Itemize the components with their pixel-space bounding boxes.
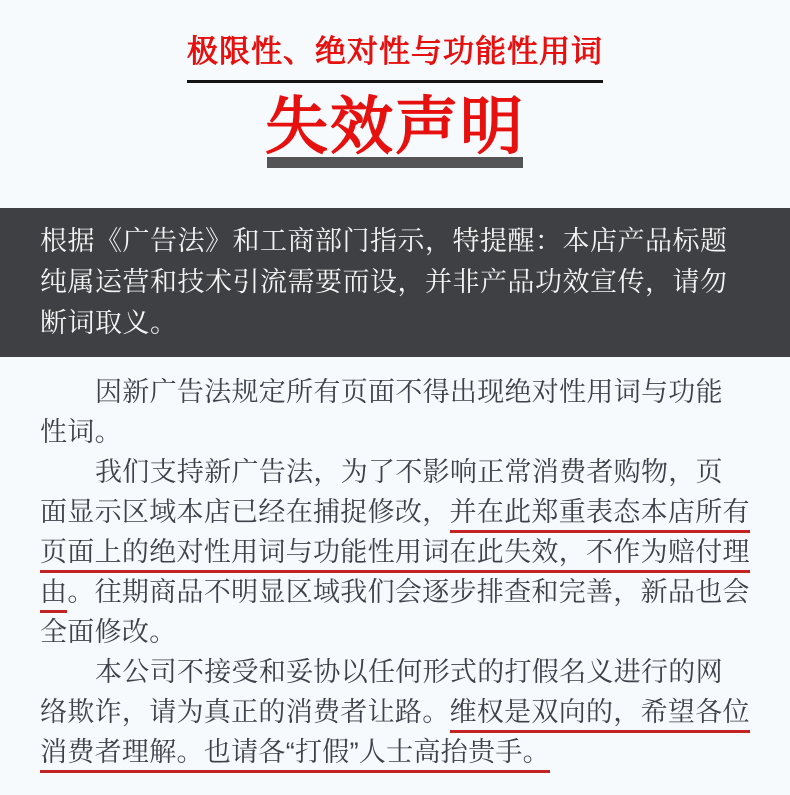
underlined-statement-text: 并在此郑重表态本店所有页面上的绝对性用词与功能性用词在此失效，不作为赔付理由 [40, 497, 750, 613]
statement-text: 因新广告法规定所有页面不得出现绝对性用词与功能性词。 [40, 377, 723, 447]
statement-paragraph [40, 652, 750, 772]
statement-paragraph [40, 372, 750, 452]
page-subtitle: 极限性、绝对性与功能性用词 [187, 26, 603, 83]
statement-text: 我们支持新广告法，为了不影响正常消费者购物，页面显示区域本店已经在捕捉修改， [40, 457, 723, 527]
statement-text: 。往期商品不明显区域我们会逐步排查和完善，新品也会全面修改。 [40, 577, 750, 647]
legal-notice-text: 根据《广告法》和工商部门指示，特提醒：本店产品标题纯属运营和技术引流需要而设，并非产品功效宣传，请勿断词取义。 [40, 226, 728, 338]
statement-body [40, 372, 750, 772]
page-subtitle-wrap [0, 26, 790, 83]
statement-paragraph [40, 452, 750, 652]
statement-text: 本公司不接受和妥协以任何形式的打假名义进行的网络欺诈，请为真正的消费者让路。 [40, 657, 723, 727]
underlined-statement-text: 维权是双向的，希望各位消费者理解。也请各“打假”人士高抬贵手。 [40, 697, 750, 773]
page-title: 失效声明 [265, 92, 525, 162]
legal-notice-box [0, 208, 790, 357]
